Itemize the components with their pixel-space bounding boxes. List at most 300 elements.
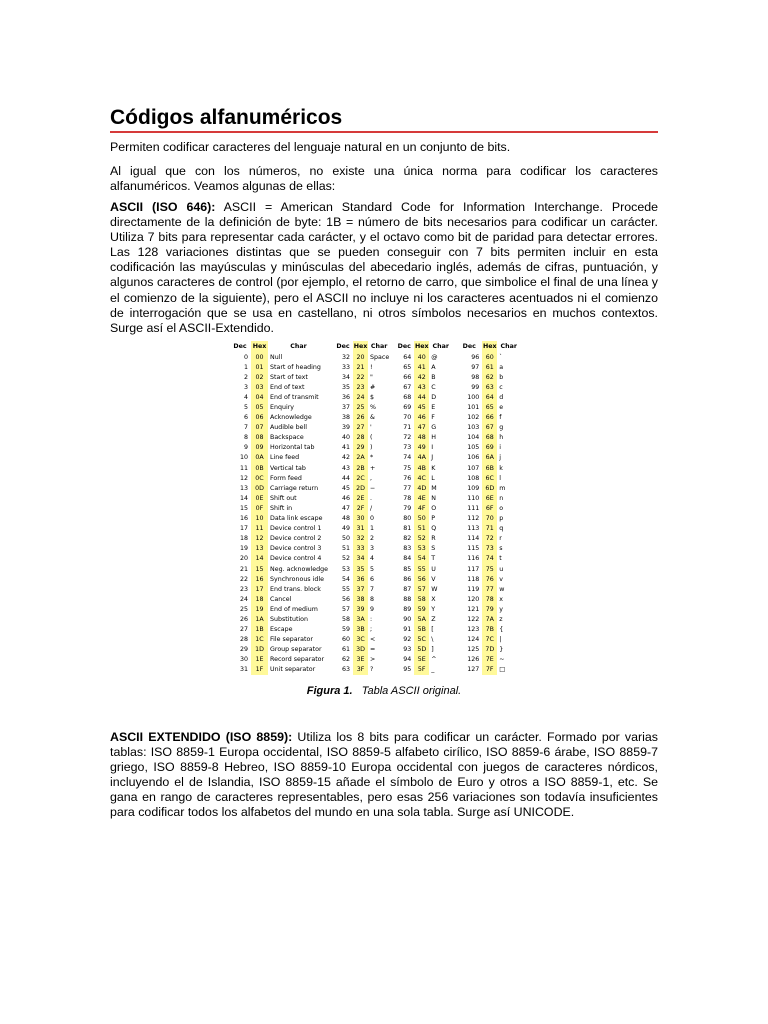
dec-cell: 46 — [342, 494, 351, 502]
table-row — [229, 645, 520, 655]
dec-cell: 2 — [243, 373, 248, 381]
char-cell: L — [431, 474, 435, 482]
dec-cell: 36 — [342, 393, 351, 401]
hex-cell: 4F — [414, 503, 429, 513]
dec-cell: 86 — [403, 575, 412, 583]
char-cell: ? — [370, 666, 374, 674]
norms-paragraph: Al igual que con los números, no existe una única norma para codificar los caracteres alfanuméricos. Veamos algunas de ellas: — [110, 164, 658, 194]
char-cell: > — [370, 656, 376, 664]
dec-cell: 96 — [471, 353, 480, 361]
hex-cell: 44 — [414, 392, 429, 402]
table-row — [229, 423, 520, 433]
figure-label: Figura 1. — [306, 685, 353, 697]
dec-cell: 37 — [342, 404, 351, 412]
char-cell: T — [431, 555, 436, 563]
table-row — [229, 534, 520, 544]
char-cell: Enquiry — [270, 404, 295, 412]
table-row — [229, 665, 520, 675]
char-cell: Shift out — [270, 494, 297, 502]
char-cell: U — [431, 565, 436, 573]
hex-cell: 33 — [353, 544, 368, 554]
char-cell: Device control 3 — [270, 545, 322, 553]
char-cell: H — [431, 434, 436, 442]
char-cell: 9 — [370, 605, 375, 613]
dec-cell: 32 — [342, 353, 351, 361]
hex-cell: 7B — [482, 625, 497, 635]
char-cell: g — [499, 424, 504, 432]
dec-cell: 115 — [467, 545, 480, 553]
hex-cell: 17 — [251, 584, 268, 594]
char-cell: Neg. acknowledge — [270, 565, 329, 573]
hex-cell: 65 — [482, 402, 497, 412]
char-cell: Data link escape — [270, 515, 323, 523]
table-row — [229, 402, 520, 412]
char-cell: l — [499, 474, 501, 482]
char-cell: Unit separator — [270, 666, 316, 674]
dec-cell: 27 — [239, 626, 248, 634]
char-cell: V — [431, 575, 436, 583]
dec-cell: 126 — [467, 656, 480, 664]
dec-cell: 57 — [342, 605, 351, 613]
table-row — [229, 503, 520, 513]
dec-cell: 104 — [467, 434, 480, 442]
char-cell: Acknowledge — [270, 414, 312, 422]
hex-cell: 51 — [414, 524, 429, 534]
table-row — [229, 514, 520, 524]
dec-cell: 117 — [467, 565, 480, 573]
hex-cell: 19 — [251, 604, 268, 614]
char-cell: Audible bell — [270, 424, 308, 432]
hex-cell: 08 — [251, 433, 268, 443]
dec-cell: 40 — [342, 434, 351, 442]
hex-cell: 16 — [251, 574, 268, 584]
char-cell: t — [499, 555, 502, 563]
dec-cell: 5 — [243, 404, 248, 412]
char-cell: N — [431, 494, 436, 502]
dec-cell: 45 — [342, 484, 351, 492]
hex-cell: 4C — [414, 473, 429, 483]
char-cell: G — [431, 424, 437, 432]
hex-cell: 7F — [482, 665, 497, 675]
char-cell: Vertical tab — [270, 464, 306, 472]
dec-cell: 54 — [342, 575, 351, 583]
dec-cell: 28 — [239, 636, 248, 644]
dec-cell: 49 — [342, 525, 351, 533]
char-cell: & — [370, 414, 375, 422]
hex-cell: 02 — [251, 372, 268, 382]
char-cell: Carriage return — [270, 484, 319, 492]
hex-cell: 66 — [482, 413, 497, 423]
hex-cell: 7D — [482, 645, 497, 655]
dec-cell: 84 — [403, 555, 412, 563]
ascii-header-dec: Dec — [456, 341, 482, 352]
dec-cell: 12 — [239, 474, 248, 482]
dec-cell: 122 — [467, 615, 480, 623]
dec-cell: 93 — [403, 646, 412, 654]
hex-cell: 3C — [353, 635, 368, 645]
hex-cell: 30 — [353, 514, 368, 524]
char-cell: Space — [370, 353, 390, 361]
dec-cell: 64 — [403, 353, 412, 361]
hex-cell: 23 — [353, 382, 368, 392]
dec-cell: 97 — [471, 363, 480, 371]
char-cell: q — [499, 525, 504, 533]
table-row — [229, 493, 520, 503]
char-cell: B — [431, 373, 436, 381]
dec-cell: 22 — [239, 575, 248, 583]
hex-cell: 2A — [353, 453, 368, 463]
hex-cell: 53 — [414, 544, 429, 554]
table-row — [229, 584, 520, 594]
dec-cell: 103 — [467, 424, 480, 432]
char-cell: ` — [499, 353, 503, 361]
char-cell: K — [431, 464, 436, 472]
ascii-header-dec: Dec — [333, 341, 353, 352]
char-cell: ) — [370, 444, 373, 452]
table-row — [229, 352, 520, 362]
hex-cell: 04 — [251, 392, 268, 402]
char-cell: ^ — [431, 656, 437, 664]
dec-cell: 44 — [342, 474, 351, 482]
char-cell: ] — [431, 646, 434, 654]
char-cell: Shift in — [270, 504, 293, 512]
hex-cell: 15 — [251, 564, 268, 574]
ascii-header-hex: Hex — [482, 343, 497, 350]
dec-cell: 108 — [467, 474, 480, 482]
char-cell: [ — [431, 626, 434, 634]
dec-cell: 118 — [467, 575, 480, 583]
char-cell: } — [499, 646, 504, 654]
hex-cell: 5C — [414, 635, 429, 645]
char-cell: 7 — [370, 585, 375, 593]
char-cell: C — [431, 383, 436, 391]
dec-cell: 78 — [403, 494, 412, 502]
char-cell: < — [370, 636, 376, 644]
char-cell: d — [499, 393, 504, 401]
hex-cell: 03 — [251, 382, 268, 392]
dec-cell: 95 — [403, 666, 412, 674]
hex-cell: 64 — [482, 392, 497, 402]
hex-cell: 1D — [251, 645, 268, 655]
char-cell: Line feed — [270, 454, 300, 462]
hex-cell: 4A — [414, 453, 429, 463]
char-cell: R — [431, 535, 436, 543]
dec-cell: 53 — [342, 565, 351, 573]
dec-cell: 3 — [243, 383, 248, 391]
char-cell: o — [499, 504, 504, 512]
char-cell: □ — [499, 666, 506, 674]
char-cell: ' — [370, 424, 372, 432]
char-cell: . — [370, 494, 373, 502]
dec-cell: 98 — [471, 373, 480, 381]
char-cell: 0 — [370, 515, 375, 523]
table-row — [229, 564, 520, 574]
hex-cell: 6F — [482, 503, 497, 513]
dec-cell: 100 — [467, 393, 480, 401]
char-cell: End of text — [270, 383, 305, 391]
dec-cell: 56 — [342, 595, 351, 603]
dec-cell: 1 — [243, 363, 248, 371]
ascii-extended-heading: ASCII EXTENDIDO (ISO 8859): — [110, 730, 293, 744]
char-cell: P — [431, 515, 436, 523]
table-row — [229, 554, 520, 564]
char-cell: W — [431, 585, 438, 593]
dec-cell: 47 — [342, 504, 351, 512]
dec-cell: 77 — [403, 484, 412, 492]
char-cell: 1 — [370, 525, 375, 533]
hex-cell: 4B — [414, 463, 429, 473]
hex-cell: 01 — [251, 362, 268, 372]
dec-cell: 16 — [239, 515, 248, 523]
hex-cell: 3F — [353, 665, 368, 675]
hex-cell: 71 — [482, 524, 497, 534]
hex-cell: 1F — [251, 665, 268, 675]
dec-cell: 17 — [239, 525, 248, 533]
hex-cell: 21 — [353, 362, 368, 372]
hex-cell: 1E — [251, 655, 268, 665]
dec-cell: 31 — [239, 666, 248, 674]
hex-cell: 00 — [251, 352, 268, 362]
char-cell: File separator — [270, 636, 313, 644]
table-row — [229, 443, 520, 453]
hex-cell: 73 — [482, 544, 497, 554]
table-row — [229, 483, 520, 493]
ascii-extended-text: Utiliza los 8 bits para codificar un carácter. Formado por varias tablas: ISO 8859-1 Europa occidental, ISO 8859-5 alfabeto cirílico, ISO 8859-6 árabe, ISO 8859-7 griego, ISO 8859-8 Hebreo, ISO 8859-10 Europa occidental con juegos de caracteres nórdicos, incluyendo el de Islandia, ISO 8859-15 añade el símbolo de Euro y otros a ISO 8859-1, etc. Se gana en rango de caracteres representables, pero esas 256 variaciones son todavía insuficientes para codificar todos los alfabetos del mundo en una sola tabla. Surge así UNICODE. — [110, 730, 658, 820]
ascii-header-char: Char — [268, 341, 329, 352]
dec-cell: 35 — [342, 383, 351, 391]
hex-cell: 62 — [482, 372, 497, 382]
char-cell: O — [431, 504, 437, 512]
char-cell: u — [499, 565, 504, 573]
dec-cell: 21 — [239, 565, 248, 573]
char-cell: Substitution — [270, 615, 309, 623]
dec-cell: 66 — [403, 373, 412, 381]
page-title: Códigos alfanuméricos — [110, 106, 343, 129]
hex-cell: 68 — [482, 433, 497, 443]
hex-cell: 38 — [353, 594, 368, 604]
char-cell: 8 — [370, 595, 375, 603]
char-cell: i — [499, 444, 501, 452]
dec-cell: 116 — [467, 555, 480, 563]
hex-cell: 48 — [414, 433, 429, 443]
dec-cell: 61 — [342, 646, 351, 654]
hex-cell: 25 — [353, 402, 368, 412]
dec-cell: 113 — [467, 525, 480, 533]
dec-cell: 71 — [403, 424, 412, 432]
dec-cell: 25 — [239, 605, 248, 613]
dec-cell: 6 — [243, 414, 248, 422]
table-row — [229, 433, 520, 443]
dec-cell: 69 — [403, 404, 412, 412]
dec-cell: 10 — [239, 454, 248, 462]
hex-cell: 50 — [414, 514, 429, 524]
char-cell: S — [431, 545, 436, 553]
hex-cell: 12 — [251, 534, 268, 544]
dec-cell: 43 — [342, 464, 351, 472]
hex-cell: 6B — [482, 463, 497, 473]
hex-cell: 7C — [482, 635, 497, 645]
dec-cell: 119 — [467, 585, 480, 593]
ascii-header-dec: Dec — [394, 341, 414, 352]
hex-cell: 18 — [251, 594, 268, 604]
hex-cell: 0C — [251, 473, 268, 483]
char-cell: * — [370, 454, 374, 462]
intro-paragraph: Permiten codificar caracteres del lenguaje natural en un conjunto de bits. — [110, 140, 511, 154]
ascii-heading: ASCII (ISO 646): — [110, 200, 216, 214]
char-cell: Device control 1 — [270, 525, 322, 533]
table-row — [229, 614, 520, 624]
dec-cell: 85 — [403, 565, 412, 573]
hex-cell: 3E — [353, 655, 368, 665]
hex-cell: 0E — [251, 493, 268, 503]
char-cell: j — [499, 454, 501, 462]
dec-cell: 73 — [403, 444, 412, 452]
hex-cell: 09 — [251, 443, 268, 453]
hex-cell: 6C — [482, 473, 497, 483]
char-cell: Backspace — [270, 434, 304, 442]
hex-cell: 63 — [482, 382, 497, 392]
hex-cell: 36 — [353, 574, 368, 584]
dec-cell: 110 — [467, 494, 480, 502]
dec-cell: 68 — [403, 393, 412, 401]
dec-cell: 39 — [342, 424, 351, 432]
char-cell: { — [499, 626, 504, 634]
char-cell: c — [499, 383, 503, 391]
char-cell: Y — [431, 605, 436, 613]
hex-cell: 0D — [251, 483, 268, 493]
hex-cell: 54 — [414, 554, 429, 564]
hex-cell: 5E — [414, 655, 429, 665]
table-row — [229, 544, 520, 554]
dec-cell: 20 — [239, 555, 248, 563]
hex-cell: 3B — [353, 625, 368, 635]
ascii-header-hex: Hex — [252, 343, 267, 350]
char-cell: : — [370, 615, 373, 623]
dec-cell: 120 — [467, 595, 480, 603]
dec-cell: 13 — [239, 484, 248, 492]
dec-cell: 87 — [403, 585, 412, 593]
char-cell: 4 — [370, 555, 375, 563]
hex-cell: 3A — [353, 614, 368, 624]
dec-cell: 26 — [239, 615, 248, 623]
hex-cell: 6D — [482, 483, 497, 493]
dec-cell: 94 — [403, 656, 412, 664]
hex-cell: 56 — [414, 574, 429, 584]
hex-cell: 57 — [414, 584, 429, 594]
char-cell: ( — [370, 434, 373, 442]
dec-cell: 18 — [239, 535, 248, 543]
char-cell: Z — [431, 615, 436, 623]
dec-cell: 67 — [403, 383, 412, 391]
hex-cell: 42 — [414, 372, 429, 382]
ascii-header-hex: Hex — [414, 343, 429, 350]
hex-cell: 11 — [251, 524, 268, 534]
hex-cell: 78 — [482, 594, 497, 604]
char-cell: M — [431, 484, 437, 492]
hex-cell: 69 — [482, 443, 497, 453]
dec-cell: 65 — [403, 363, 412, 371]
dec-cell: 125 — [467, 646, 480, 654]
hex-cell: 28 — [353, 433, 368, 443]
table-row — [229, 655, 520, 665]
dec-cell: 8 — [243, 434, 248, 442]
hex-cell: 5D — [414, 645, 429, 655]
char-cell: I — [431, 444, 434, 452]
hex-cell: 2F — [353, 503, 368, 513]
hex-cell: 46 — [414, 413, 429, 423]
table-row — [229, 463, 520, 473]
dec-cell: 121 — [467, 605, 480, 613]
char-cell: Synchronous idle — [270, 575, 324, 583]
hex-cell: 1B — [251, 625, 268, 635]
table-row — [229, 392, 520, 402]
dec-cell: 124 — [467, 636, 480, 644]
dec-cell: 15 — [239, 504, 248, 512]
char-cell: = — [370, 646, 376, 654]
title-underline — [110, 131, 658, 133]
char-cell: Form feed — [270, 474, 302, 482]
char-cell: / — [370, 504, 373, 512]
char-cell: e — [499, 404, 504, 412]
dec-cell: 34 — [342, 373, 351, 381]
ascii-paragraph — [110, 200, 658, 336]
char-cell: @ — [431, 353, 438, 361]
char-cell: ; — [370, 626, 373, 634]
ascii-table-figure — [229, 341, 541, 679]
char-cell: X — [431, 595, 436, 603]
dec-cell: 50 — [342, 535, 351, 543]
dec-cell: 60 — [342, 636, 351, 644]
ascii-table — [229, 341, 520, 675]
dec-cell: 72 — [403, 434, 412, 442]
hex-cell: 31 — [353, 524, 368, 534]
char-cell: n — [499, 494, 504, 502]
char-cell: w — [499, 585, 505, 593]
char-cell: z — [499, 615, 503, 623]
dec-cell: 59 — [342, 626, 351, 634]
hex-cell: 1A — [251, 614, 268, 624]
char-cell: f — [499, 414, 502, 422]
hex-cell: 5F — [414, 665, 429, 675]
hex-cell: 47 — [414, 423, 429, 433]
char-cell: % — [370, 404, 377, 412]
table-row — [229, 635, 520, 645]
hex-cell: 0B — [251, 463, 268, 473]
char-cell: A — [431, 363, 436, 371]
char-cell: End of transmit — [270, 393, 319, 401]
dec-cell: 63 — [342, 666, 351, 674]
hex-cell: 5A — [414, 614, 429, 624]
ascii-extended-paragraph — [110, 730, 658, 821]
char-cell: b — [499, 373, 504, 381]
dec-cell: 51 — [342, 545, 351, 553]
hex-cell: 13 — [251, 544, 268, 554]
hex-cell: 77 — [482, 584, 497, 594]
char-cell: ! — [370, 363, 373, 371]
table-row — [229, 413, 520, 423]
char-cell: Null — [270, 353, 283, 361]
dec-cell: 99 — [471, 383, 480, 391]
char-cell: p — [499, 515, 504, 523]
char-cell: Device control 4 — [270, 555, 322, 563]
dec-cell: 82 — [403, 535, 412, 543]
dec-cell: 112 — [467, 515, 480, 523]
table-row — [229, 372, 520, 382]
hex-cell: 55 — [414, 564, 429, 574]
hex-cell: 26 — [353, 413, 368, 423]
dec-cell: 48 — [342, 515, 351, 523]
char-cell: # — [370, 383, 376, 391]
